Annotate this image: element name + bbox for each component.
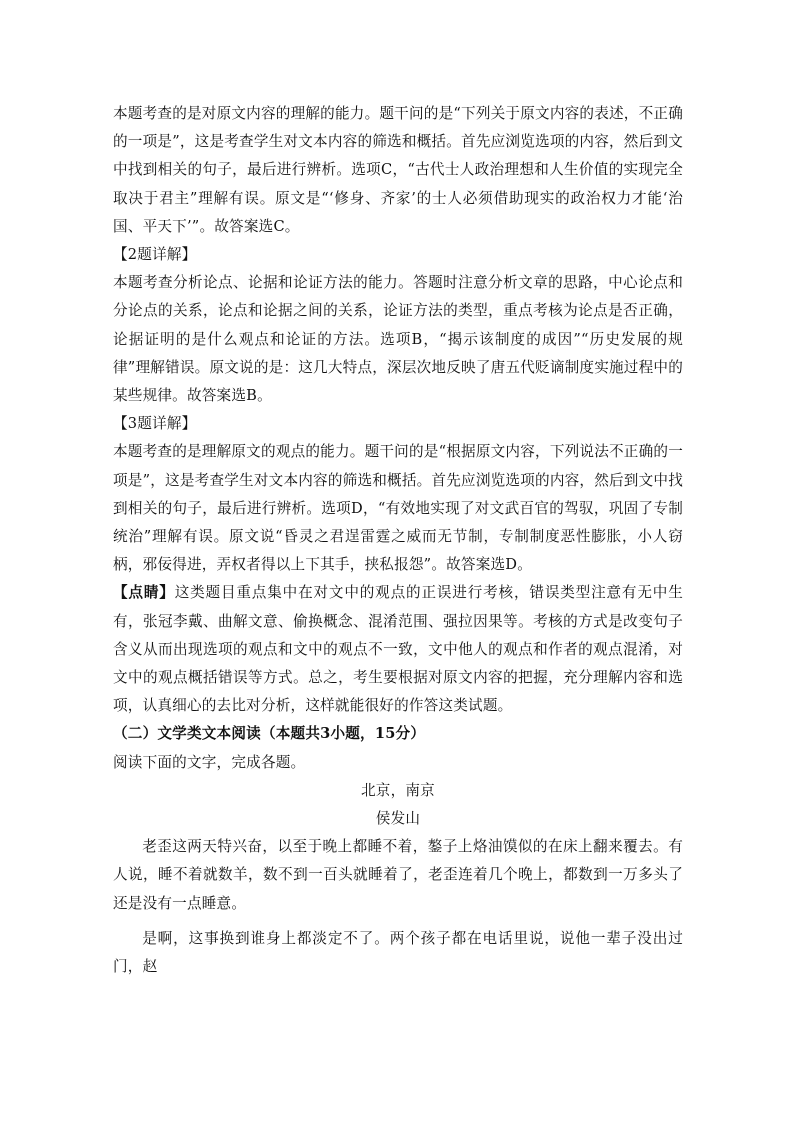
tip-text: 这类题目重点集中在对文中的观点的正误进行考核，错误类型注意有无中生有，张冠李戴、曲解文意、偷换概念、混淆范围、强拉因果等。考核的方式是改变句子含义从而出现选项的观点和文中的观点不一致，文中他人的观点和作者的观点混淆，对文中的观点概括错误等方式。总之，考生要根据对原文内容的把握，充分理解内容和选项，认真细心的去比对分析，这样就能很好的作答这类试题。 (113, 584, 683, 715)
tip-paragraph (113, 579, 683, 720)
document-body (113, 100, 683, 981)
q1-analysis-paragraph: 本题考查的是对原文内容的理解的能力。题干问的是“下列关于原文内容的表述，不正确的一项是”，这是考查学生对文本内容的筛选和概括。首先应浏览选项的内容，然后到文中找到相关的句子，最后进行辨析。选项C，“古代士人政治理想和人生价值的实现完全取决于君主”理解有误。原文是“‘修身、齐家’的士人必须借助现实的政治权力才能‘治国、平天下’”。故答案选C。 (113, 105, 683, 235)
part2-heading: （二）文学类文本阅读（本题共3小题，15分） (113, 725, 426, 743)
story-author: 侯发山 (375, 810, 421, 828)
story-paragraph-2: 是啊，这事换到谁身上都淡定不了。两个孩子都在电话里说，说他一辈子没出过门，赵 (113, 929, 683, 976)
q2-heading: 【2题详解】 (113, 246, 197, 264)
q2-analysis-paragraph: 本题考查分析论点、论据和论证方法的能力。答题时注意分析文章的思路，中心论点和分论点的关系，论点和论据之间的关系，论证方法的类型，重点考核为论点是否正确，论据证明的是什么观点和论证的方法。选项B，“揭示该制度的成因”“历史发展的规律”理解错误。原文说的是：这几大特点，深层次地反映了唐五代贬谪制度实施过程中的某些规律。故答案选B。 (113, 274, 683, 405)
q3-heading: 【3题详解】 (113, 415, 197, 433)
part2-instruction: 阅读下面的文字，完成各题。 (113, 753, 306, 771)
tip-tag: 【点睛】 (113, 584, 175, 602)
story-paragraph: 老歪这两天特兴奋，以至于晚上都睡不着，鏊子上烙油馍似的在床上翻来覆去。有人说，睡不着就数羊，数不到一百头就睡着了，老歪连着几个晚上，都数到一万多头了还是没有一点睡意。 (113, 838, 683, 912)
q3-analysis-paragraph: 本题考查的是理解原文的观点的能力。题干问的是“根据原文内容，下列说法不正确的一项是”，这是考查学生对文本内容的筛选和概括。首先应浏览选项的内容，然后到文中找到相关的句子，最后进行辨析。选项D，“有效地实现了对文武百官的驾驭，巩固了专制统治”理解有误。原文说“昏灵之君逞雷霆之威而无节制，专制制度恶性膨胀，小人窃柄，邪佞得进，弄权者得以上下其手，挟私报怨”。故答案选D。 (113, 443, 683, 574)
story-title: 北京，南京 (361, 781, 435, 799)
